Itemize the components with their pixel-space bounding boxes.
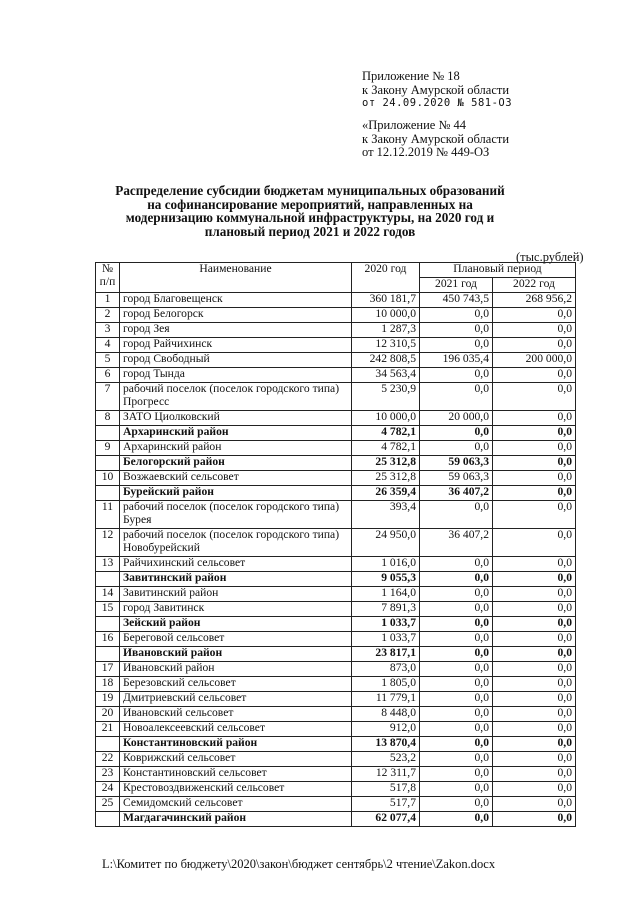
cell-num: 16 [96, 632, 120, 647]
cell-2020: 26 359,4 [352, 486, 420, 501]
cell-2022: 0,0 [493, 737, 576, 752]
cell-2021: 36 407,2 [420, 529, 493, 557]
cell-2022: 0,0 [493, 617, 576, 632]
table-row [96, 797, 576, 812]
table-row [96, 353, 576, 368]
table-row [96, 767, 576, 782]
header-2021: 2021 год [420, 278, 493, 293]
cell-2022: 0,0 [493, 426, 576, 441]
table-subtotal-row [96, 737, 576, 752]
cell-2021: 0,0 [420, 707, 493, 722]
cell-name: Завитинский район [120, 587, 352, 602]
cell-2022: 0,0 [493, 368, 576, 383]
table-header-row [96, 263, 576, 278]
cell-num: 7 [96, 383, 120, 411]
cell-2022: 0,0 [493, 486, 576, 501]
cell-name: Ивановский район [120, 662, 352, 677]
cell-num: 6 [96, 368, 120, 383]
cell-2021: 0,0 [420, 441, 493, 456]
cell-name: Дмитриевский сельсовет [120, 692, 352, 707]
cell-name: город Благовещенск [120, 293, 352, 308]
cell-2022: 200 000,0 [493, 353, 576, 368]
cell-2022: 0,0 [493, 707, 576, 722]
units-label: (тыс.рублей) [516, 250, 584, 264]
cell-2021: 0,0 [420, 368, 493, 383]
table-row [96, 293, 576, 308]
cell-name: Архаринский район [120, 426, 352, 441]
cell-2020: 517,8 [352, 782, 420, 797]
cell-2021: 20 000,0 [420, 411, 493, 426]
cell-name: город Завитинск [120, 602, 352, 617]
cell-num: 13 [96, 557, 120, 572]
cell-num: 5 [96, 353, 120, 368]
appendix-date-handwritten: от 24.09.2020 № 581-ОЗ [362, 97, 513, 109]
cell-name: Магдагачинский район [120, 812, 352, 827]
table-row [96, 441, 576, 456]
cell-num: 14 [96, 587, 120, 602]
cell-2021: 0,0 [420, 632, 493, 647]
cell-name: город Зея [120, 323, 352, 338]
cell-2020: 1 805,0 [352, 677, 420, 692]
appendix-number: Приложение № 18 [362, 69, 460, 83]
cell-name: Константиновский сельсовет [120, 767, 352, 782]
cell-num: 21 [96, 722, 120, 737]
cell-name: Константиновский район [120, 737, 352, 752]
cell-num: 12 [96, 529, 120, 557]
cell-2022: 0,0 [493, 308, 576, 323]
cell-2022: 0,0 [493, 411, 576, 426]
table-subtotal-row [96, 617, 576, 632]
cell-2022: 0,0 [493, 647, 576, 662]
cell-num: 17 [96, 662, 120, 677]
cell-2022: 0,0 [493, 812, 576, 827]
cell-2020: 5 230,9 [352, 383, 420, 411]
cell-2022: 0,0 [493, 752, 576, 767]
cell-2022: 0,0 [493, 767, 576, 782]
cell-2020: 242 808,5 [352, 353, 420, 368]
cell-2022: 268 956,2 [493, 293, 576, 308]
cell-num: 15 [96, 602, 120, 617]
cell-num: 18 [96, 677, 120, 692]
cell-num: 19 [96, 692, 120, 707]
header-plan-period: Плановый период [420, 263, 576, 278]
cell-2022: 0,0 [493, 782, 576, 797]
cell-name: Возжаевский сельсовет [120, 471, 352, 486]
cell-num [96, 647, 120, 662]
cell-name: Крестовоздвиженский сельсовет [120, 782, 352, 797]
cell-2020: 62 077,4 [352, 812, 420, 827]
cell-2020: 360 181,7 [352, 293, 420, 308]
cell-2022: 0,0 [493, 557, 576, 572]
table-row [96, 501, 576, 529]
cell-2021: 0,0 [420, 338, 493, 353]
cell-2020: 4 782,1 [352, 426, 420, 441]
cell-name: ЗАТО Циолковский [120, 411, 352, 426]
table-subtotal-row [96, 486, 576, 501]
table-row [96, 308, 576, 323]
cell-2020: 1 033,7 [352, 617, 420, 632]
cell-num [96, 486, 120, 501]
cell-num [96, 617, 120, 632]
table-row [96, 557, 576, 572]
cell-num [96, 812, 120, 827]
cell-2022: 0,0 [493, 572, 576, 587]
cell-2020: 7 891,3 [352, 602, 420, 617]
table-row [96, 692, 576, 707]
cell-name: Коврижский сельсовет [120, 752, 352, 767]
cell-2020: 12 311,7 [352, 767, 420, 782]
table-row [96, 677, 576, 692]
cell-2020: 1 164,0 [352, 587, 420, 602]
cell-2022: 0,0 [493, 529, 576, 557]
cell-2021: 0,0 [420, 722, 493, 737]
cell-num [96, 737, 120, 752]
cell-num: 3 [96, 323, 120, 338]
cell-name: Бурейский район [120, 486, 352, 501]
document-title: Распределение субсидии бюджетам муниципальных образований на софинансирование мероприятий, направленных на модернизацию коммунальной инфраструктуры, на 2020 год и плановый период 2021 и 2022 годов [115, 183, 505, 239]
cell-name: Белогорский район [120, 456, 352, 471]
cell-2020: 24 950,0 [352, 529, 420, 557]
cell-num [96, 426, 120, 441]
cell-2021: 0,0 [420, 647, 493, 662]
cell-name: город Свободный [120, 353, 352, 368]
cell-name: Райчихинский сельсовет [120, 557, 352, 572]
cell-2022: 0,0 [493, 338, 576, 353]
cell-2020: 25 312,8 [352, 471, 420, 486]
cell-2020: 8 448,0 [352, 707, 420, 722]
table-subtotal-row [96, 456, 576, 471]
cell-2020: 23 817,1 [352, 647, 420, 662]
table-row [96, 752, 576, 767]
table-row [96, 782, 576, 797]
cell-num [96, 456, 120, 471]
cell-2021: 0,0 [420, 383, 493, 411]
table-row [96, 368, 576, 383]
cell-2020: 873,0 [352, 662, 420, 677]
cell-name: рабочий поселок (поселок городского типа) Бурея [120, 501, 352, 529]
table-subtotal-row [96, 426, 576, 441]
subsidy-table [95, 262, 576, 827]
cell-2022: 0,0 [493, 471, 576, 486]
cell-2021: 0,0 [420, 426, 493, 441]
appendix-law: к Закону Амурской области [362, 82, 510, 97]
table-subtotal-row [96, 572, 576, 587]
cell-2021: 0,0 [420, 677, 493, 692]
cell-num: 2 [96, 308, 120, 323]
cell-2020: 25 312,8 [352, 456, 420, 471]
table-row [96, 587, 576, 602]
table-row [96, 323, 576, 338]
cell-2022: 0,0 [493, 587, 576, 602]
cell-num: 1 [96, 293, 120, 308]
cell-2020: 9 055,3 [352, 572, 420, 587]
table-row [96, 722, 576, 737]
cell-2020: 1 033,7 [352, 632, 420, 647]
cell-2020: 1 016,0 [352, 557, 420, 572]
cell-num [96, 572, 120, 587]
cell-2021: 59 063,3 [420, 471, 493, 486]
cell-num: 20 [96, 707, 120, 722]
table-row [96, 529, 576, 557]
cell-2021: 59 063,3 [420, 456, 493, 471]
cell-name: город Райчихинск [120, 338, 352, 353]
cell-name: Новоалексеевский сельсовет [120, 722, 352, 737]
table-row [96, 338, 576, 353]
cell-num: 8 [96, 411, 120, 426]
table-subtotal-row [96, 812, 576, 827]
appendix-old-date: от 12.12.2019 № 449-ОЗ [362, 145, 490, 159]
cell-2020: 517,7 [352, 797, 420, 812]
cell-2020: 12 310,5 [352, 338, 420, 353]
table-subtotal-row [96, 647, 576, 662]
appendix-header [362, 70, 512, 111]
cell-2022: 0,0 [493, 323, 576, 338]
cell-2021: 0,0 [420, 501, 493, 529]
table-row [96, 411, 576, 426]
appendix-old-law: к Закону Амурской области [362, 131, 510, 146]
cell-2021: 0,0 [420, 308, 493, 323]
cell-2020: 4 782,1 [352, 441, 420, 456]
table-row [96, 383, 576, 411]
cell-name: Ивановский район [120, 647, 352, 662]
cell-2021: 0,0 [420, 782, 493, 797]
cell-name: город Тында [120, 368, 352, 383]
cell-num: 9 [96, 441, 120, 456]
cell-2021: 0,0 [420, 752, 493, 767]
cell-num: 11 [96, 501, 120, 529]
cell-2021: 450 743,5 [420, 293, 493, 308]
cell-2020: 393,4 [352, 501, 420, 529]
cell-2022: 0,0 [493, 501, 576, 529]
cell-2021: 0,0 [420, 572, 493, 587]
cell-2021: 0,0 [420, 812, 493, 827]
cell-2021: 0,0 [420, 692, 493, 707]
cell-2022: 0,0 [493, 602, 576, 617]
cell-2020: 523,2 [352, 752, 420, 767]
cell-2021: 36 407,2 [420, 486, 493, 501]
cell-name: Зейский район [120, 617, 352, 632]
cell-2020: 10 000,0 [352, 308, 420, 323]
table-row [96, 707, 576, 722]
cell-2021: 0,0 [420, 587, 493, 602]
cell-2022: 0,0 [493, 722, 576, 737]
cell-num: 24 [96, 782, 120, 797]
table-row [96, 471, 576, 486]
cell-2022: 0,0 [493, 632, 576, 647]
cell-2021: 0,0 [420, 662, 493, 677]
cell-2020: 10 000,0 [352, 411, 420, 426]
cell-name: город Белогорск [120, 308, 352, 323]
cell-2022: 0,0 [493, 383, 576, 411]
table-row [96, 632, 576, 647]
cell-2021: 0,0 [420, 617, 493, 632]
cell-num: 4 [96, 338, 120, 353]
header-2020: 2020 год [352, 263, 420, 293]
cell-name: рабочий поселок (поселок городского типа) Прогресс [120, 383, 352, 411]
header-name: Наименование [120, 263, 352, 293]
cell-name: Завитинский район [120, 572, 352, 587]
header-2022: 2022 год [493, 278, 576, 293]
cell-2021: 196 035,4 [420, 353, 493, 368]
cell-2021: 0,0 [420, 797, 493, 812]
cell-2020: 1 287,3 [352, 323, 420, 338]
cell-2022: 0,0 [493, 456, 576, 471]
cell-name: Семидомский сельсовет [120, 797, 352, 812]
file-path-footer: L:\Комитет по бюджету\2020\закон\бюджет сентябрь\2 чтение\Zakon.docx [102, 857, 496, 871]
cell-name: Береговой сельсовет [120, 632, 352, 647]
cell-name: Ивановский сельсовет [120, 707, 352, 722]
cell-num: 22 [96, 752, 120, 767]
cell-2020: 13 870,4 [352, 737, 420, 752]
cell-2022: 0,0 [493, 677, 576, 692]
cell-2020: 34 563,4 [352, 368, 420, 383]
cell-2021: 0,0 [420, 323, 493, 338]
cell-num: 23 [96, 767, 120, 782]
cell-2021: 0,0 [420, 737, 493, 752]
cell-2022: 0,0 [493, 692, 576, 707]
cell-2021: 0,0 [420, 557, 493, 572]
appendix-old-header [362, 119, 509, 160]
cell-2021: 0,0 [420, 602, 493, 617]
table-row [96, 602, 576, 617]
cell-2022: 0,0 [493, 441, 576, 456]
header-num: № п/п [96, 263, 120, 293]
cell-2020: 11 779,1 [352, 692, 420, 707]
cell-2020: 912,0 [352, 722, 420, 737]
cell-name: рабочий поселок (поселок городского типа) Новобурейский [120, 529, 352, 557]
appendix-old-number: «Приложение № 44 [362, 118, 467, 132]
cell-name: Березовский сельсовет [120, 677, 352, 692]
cell-num: 25 [96, 797, 120, 812]
cell-num: 10 [96, 471, 120, 486]
table-row [96, 662, 576, 677]
cell-name: Архаринский район [120, 441, 352, 456]
cell-2021: 0,0 [420, 767, 493, 782]
cell-2022: 0,0 [493, 662, 576, 677]
cell-2022: 0,0 [493, 797, 576, 812]
